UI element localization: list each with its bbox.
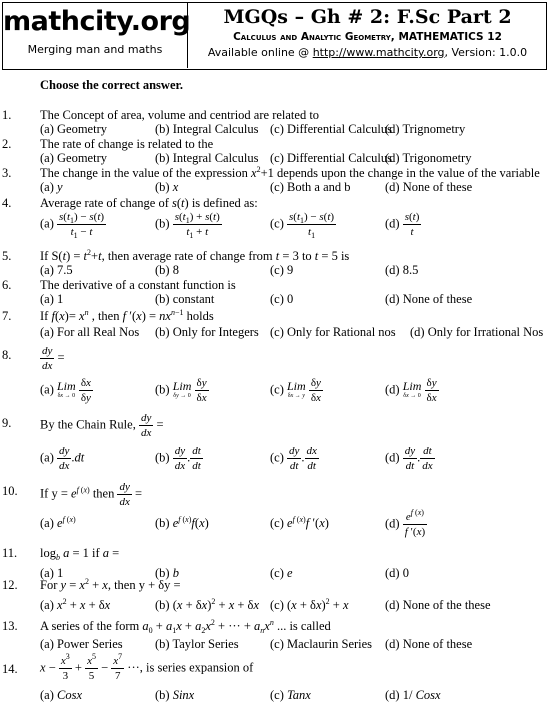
option-d[interactable]: (d) Trigonometry [385,151,472,165]
question-text: A series of the form $a_0 + a_1x + a_2x^2$ + ··· + $a_nx^n$ ... is called [40,618,331,635]
option-c[interactable]: (c) Differential Calculus [270,151,392,165]
question-number: 11. [2,546,18,560]
question-text: If $y = e^{f (x)}$ then $\frac{dy}{dx}$ = [40,481,143,508]
logo-box [3,3,191,68]
question-text: The rate of change is related to the [40,137,214,151]
option-b[interactable]: (b) Lim δy → 0 $\frac{\delta y}{\delta x}$ [155,377,207,404]
question-text: For $y = x^2 + x$, then y + δy = [40,577,181,592]
option-c[interactable]: (c) $e^{f (x)}f$ ′(x) [270,515,329,530]
header-info [189,3,546,61]
option-d[interactable]: (d) Lim δx → 0 $\frac{\delta y}{\delta x}$ [385,377,437,404]
question-number: 2. [2,137,12,151]
option-c[interactable]: (c) Lim δx → y $\frac{\delta y}{\delta x}$ [270,377,321,404]
option-c[interactable]: (c) $\frac{dy}{dt}$ . $\frac{dx}{dt}$ [270,445,317,472]
option-b[interactable]: (b) Only for Integers [155,325,259,339]
option-a[interactable]: (a) 7.5 [40,263,73,277]
option-d[interactable]: (d) None of these [385,637,473,651]
option-b[interactable]: (b) Integral Calculus [155,122,259,136]
question-number: 14. [2,662,18,676]
option-a[interactable]: (a) $\frac{s(t_1) - s(t)}{t_1 - t}$ [40,211,105,240]
option-c[interactable]: (c) e [270,566,293,580]
option-d[interactable]: (d) Only for Irrational Nos [410,325,544,339]
option-b[interactable]: (b) $(x + \delta x)^2 + x + \delta x$ [155,597,260,612]
question-number: 1. [2,108,12,122]
option-c[interactable]: (c) 9 [270,263,294,277]
website-link[interactable]: http://www.mathcity.org [312,46,445,59]
question-text: The change in the value of the expression $x^2+1$ depends upon the change in the value of the variable [40,165,540,180]
logo-title: mathcity.org [3,6,191,37]
question-text: x − $\frac{x^3}{3}$ + $\frac{x^5}{5}$ − $\frac{x^7}{7}$ ···, is series expansion of [40,652,254,682]
option-d[interactable]: (d) 1/ Cosx [385,688,441,702]
option-c[interactable]: (c) Differential Calculus [270,122,392,136]
document-header [2,2,547,70]
option-d[interactable]: (d) 0 [385,566,409,580]
question-number: 9. [2,416,12,430]
option-c[interactable]: (c) $(x + \delta x)^2 + x$ [270,597,349,612]
option-d[interactable]: (d) 8.5 [385,263,419,277]
option-b[interactable]: (b) Sinx [155,688,195,702]
option-a[interactable]: (a) $e^{f (x)}$ [40,515,76,530]
option-c[interactable]: (c) Both a and b [270,180,351,194]
question-text: If $f(x)= x^n$ , then f $'(x) = nx^{n-1}$ holds [40,308,214,323]
option-c[interactable]: (c) 0 [270,292,294,306]
question-text: The Concept of area, volume and centriod are related to [40,108,320,122]
question-text: The derivative of a constant function is [40,278,236,292]
logo-tagline: Merging man and maths [27,43,163,56]
option-d[interactable]: (d) None of the these [385,598,491,612]
version-text: , Version: 1.0.0 [444,46,528,59]
option-c[interactable]: (c) Tanx [270,688,311,702]
option-a[interactable]: (a) $\frac{dy}{dx}$ .dt [40,445,85,472]
option-c[interactable]: (c) Only for Rational nos [270,325,396,339]
option-a[interactable]: (a) Geometry [40,151,107,165]
question-text: If $S(t) = t^2+t$, then average rate of change from t = 3 to t = 5 is [40,248,350,263]
instruction: Choose the correct answer. [40,78,184,92]
question-number: 5. [2,249,12,263]
option-b[interactable]: (b) $e^{f (x)}f(x)$ [155,515,209,530]
question-text: $\log_b a = 1$ if a = [40,546,120,562]
option-b[interactable]: (b) x [155,180,179,194]
option-d[interactable]: (d) $\frac{e^{f (x)}}{f '(x)}$ [385,508,426,538]
question-number: 6. [2,278,12,292]
option-b[interactable]: (b) 8 [155,263,179,277]
question-text: By the Chain Rule, $\frac{dy}{dx}$ = [40,412,164,439]
option-a[interactable]: (a) y [40,180,63,194]
option-a[interactable]: (a) $x^2 + x + \delta x$ [40,597,111,612]
availability-line [189,45,546,61]
option-b[interactable]: (b) $\frac{s(t_1) + s(t)}{t_1 + t}$ [155,211,220,240]
question-text: $\frac{dy}{dx}$ = [42,345,65,372]
option-a[interactable]: (a) 1 [40,566,64,580]
option-b[interactable]: (b) $\frac{dy}{dx}$ . $\frac{dt}{dt}$ [155,445,201,472]
option-a[interactable]: (a) 1 [40,292,64,306]
option-b[interactable]: (b) b [155,566,179,580]
question-number: 7. [2,309,12,323]
option-b[interactable]: (b) Integral Calculus [155,151,259,165]
option-b[interactable]: (b) constant [155,292,215,306]
question-number: 4. [2,196,12,210]
question-number: 12. [2,578,18,592]
option-d[interactable]: (d) None of these [385,292,473,306]
option-d[interactable]: (d) $\frac{s(t)}{t}$ [385,211,420,238]
option-a[interactable]: (a) For all Real Nos [40,325,140,339]
option-d[interactable]: (d) Trignometry [385,122,466,136]
page-subtitle: Calculus and Analytic Geometry, MATHEMATICS 12 [233,31,502,43]
option-a[interactable]: (a) Cosx [40,688,82,702]
question-number: 8. [2,348,12,362]
option-d[interactable]: (d) None of these [385,180,473,194]
question-number: 10. [2,484,18,498]
page-title: MGQs – Gh # 2: F.Sc Part 2 [223,6,512,28]
question-text: Average rate of change of s(t) is defined as: [40,196,258,210]
option-c[interactable]: (c) Maclaurin Series [270,637,373,651]
option-d[interactable]: (d) $\frac{dy}{dt}$ . $\frac{dt}{dx}$ [385,445,433,472]
option-a[interactable]: (a) Geometry [40,122,107,136]
option-b[interactable]: (b) Taylor Series [155,637,239,651]
question-number: 13. [2,619,18,633]
option-a[interactable]: (a) Lim δx → 0 $\frac{\delta x}{\delta y}$ [40,377,91,404]
question-number: 3. [2,166,12,180]
option-c[interactable]: (c) $\frac{s(t_1) - s(t)}{t_1}$ [270,211,335,240]
available-prefix: Available online @ [207,46,313,59]
option-a[interactable]: (a) Power Series [40,637,123,651]
